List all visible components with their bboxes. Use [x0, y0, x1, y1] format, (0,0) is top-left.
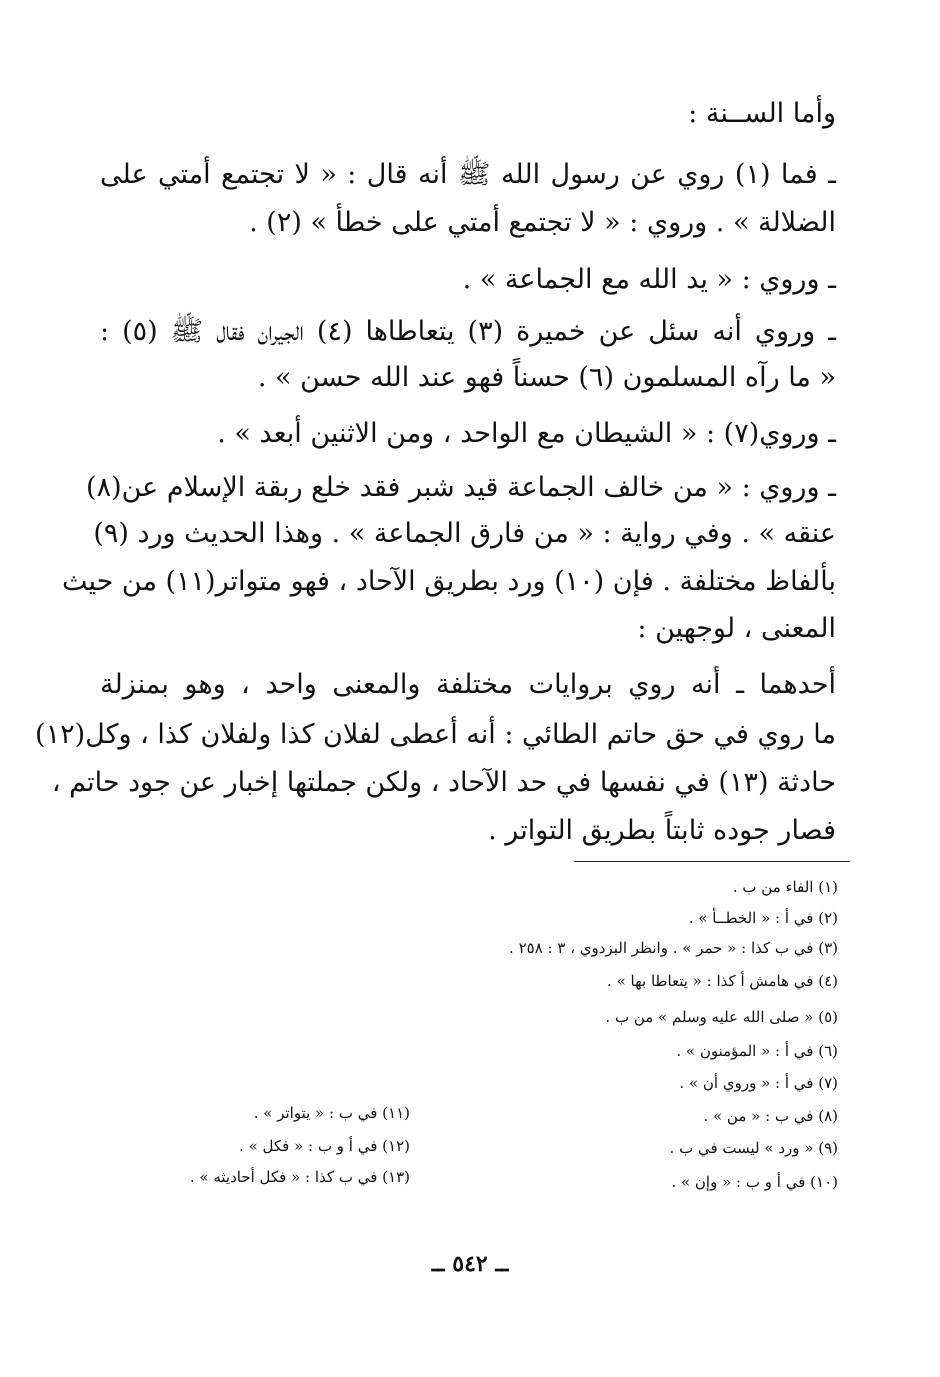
footnote: (٤) في هامش أ كذا : « يتعاطا بها » .	[607, 972, 838, 990]
footnote: (٥) « صلى الله عليه وسلم » من ب .	[605, 1008, 838, 1026]
footnote: (١٢) في أ و ب : « فكل » .	[239, 1137, 410, 1155]
body-line: ـ وروي أنه سئل عن خميرة (٣) يتعاطاها (٤) الجيران فقال ﷺ (٥) :	[100, 316, 837, 347]
footnote: (٧) في أ : « وروي أن » .	[679, 1074, 838, 1092]
body-line: ـ وروي : « من خالف الجماعة قيد شبر فقد خلع ربقة الإسلام عن(٨)	[86, 472, 836, 503]
footnote: (٨) في ب : « من » .	[703, 1107, 838, 1125]
footnote: (١) الفاء من ب .	[732, 878, 838, 896]
body-line: ما روي في حق حاتم الطائي : أنه أعطى لفلان كذا ولفلان كذا ، وكل(١٢)	[35, 719, 836, 750]
body-line: فصار جوده ثابتاً بطريق التواتر .	[488, 815, 836, 846]
footnote: (٦) في أ : « المؤمنون » .	[676, 1042, 838, 1060]
body-line: ـ فما (١) روي عن رسول الله ﷺ أنه قال : « لا تجتمع أمتي على	[100, 159, 836, 190]
footnote: (٣) في ب كذا : « حمر » . وانظر البزدوي ، ٣ : ٢٥٨ .	[509, 939, 838, 957]
body-line: المعنى ، لوجهين :	[637, 613, 836, 644]
footnote: (٩) « ورد » ليست في ب .	[669, 1139, 838, 1157]
body-line: بألفاظ مختلفة . فإن (١٠) ورد بطريق الآحاد ، فهو متواتر(١١) من حيث	[61, 566, 836, 597]
section-heading: وأما الســنة :	[688, 98, 836, 129]
body-line: ـ وروي(٧) : « الشيطان مع الواحد ، ومن الاثنين أبعد » .	[217, 418, 836, 449]
body-line: حادثة (١٣) في نفسها في حد الآحاد ، ولكن جملتها إخبار عن جود حاتم ،	[51, 767, 836, 798]
body-line: ـ وروي : « يد الله مع الجماعة » .	[462, 264, 836, 295]
body-line: « ما رآه المسلمون (٦) حسناً فهو عند الله حسن » .	[257, 362, 836, 393]
body-line: أحدهما ـ أنه روي بروايات مختلفة والمعنى واحد ، وهو بمنزلة	[100, 669, 836, 700]
body-line: الضلالة » . وروي : « لا تجتمع أمتي على خطأ » (٢) .	[249, 207, 836, 238]
body-line: عنقه » . وفي رواية : « من فارق الجماعة » . وهذا الحديث ورد (٩)	[93, 518, 836, 549]
footnote-separator	[574, 861, 850, 862]
footnote: (٢) في أ : « الخطــأ » .	[688, 909, 838, 927]
page-number: ــ ٥٤٢ ــ	[431, 1251, 509, 1277]
footnote: (١٣) في ب كذا : « فكل أحاديثه » .	[189, 1168, 410, 1186]
footnote: (١١) في ب : « يتواتر » .	[253, 1104, 410, 1122]
footnote: (١٠) في أ و ب : « وإن » .	[671, 1173, 838, 1191]
